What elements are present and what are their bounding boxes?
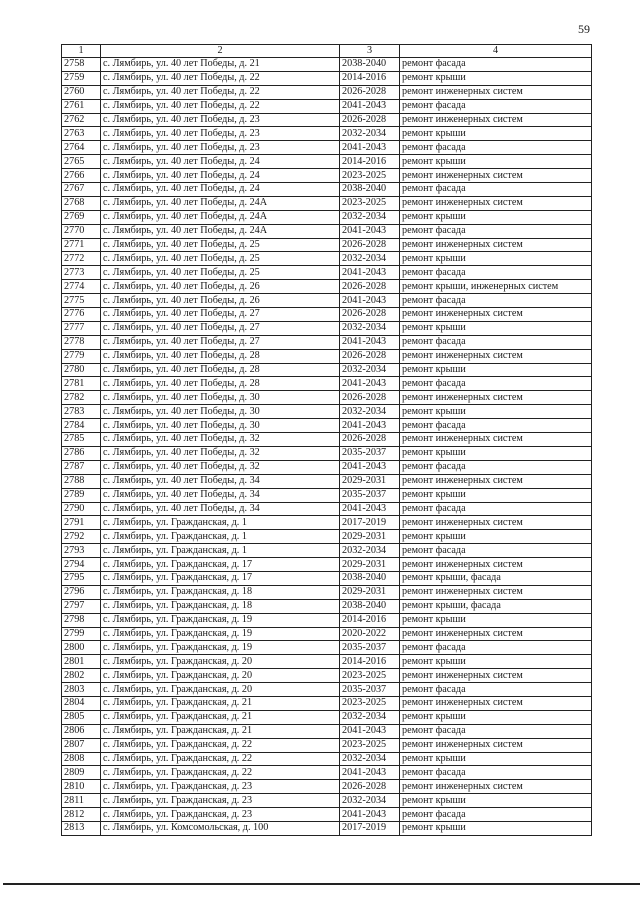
- column-header-2: 2: [101, 45, 340, 58]
- row-number: 2777: [62, 321, 101, 335]
- work-type-cell: ремонт крыши: [400, 794, 592, 808]
- work-type-cell: ремонт инженерных систем: [400, 238, 592, 252]
- address-cell: с. Лямбирь, ул. Гражданская, д. 1: [101, 530, 340, 544]
- address-cell: с. Лямбирь, ул. Комсомольская, д. 100: [101, 821, 340, 835]
- period-cell: 2032-2034: [340, 544, 400, 558]
- period-cell: 2023-2025: [340, 696, 400, 710]
- period-cell: 2041-2043: [340, 224, 400, 238]
- table-row: [62, 571, 592, 585]
- period-cell: 2041-2043: [340, 141, 400, 155]
- table-row: [62, 266, 592, 280]
- period-cell: 2014-2016: [340, 155, 400, 169]
- row-number: 2759: [62, 71, 101, 85]
- row-number: 2787: [62, 460, 101, 474]
- row-number: 2763: [62, 127, 101, 141]
- address-cell: с. Лямбирь, ул. 40 лет Победы, д. 27: [101, 321, 340, 335]
- work-type-cell: ремонт фасада: [400, 183, 592, 197]
- row-number: 2792: [62, 530, 101, 544]
- address-cell: с. Лямбирь, ул. Гражданская, д. 19: [101, 641, 340, 655]
- period-cell: 2035-2037: [340, 488, 400, 502]
- work-type-cell: ремонт инженерных систем: [400, 169, 592, 183]
- period-cell: 2041-2043: [340, 377, 400, 391]
- row-number: 2808: [62, 752, 101, 766]
- address-cell: с. Лямбирь, ул. Гражданская, д. 20: [101, 683, 340, 697]
- address-cell: с. Лямбирь, ул. 40 лет Победы, д. 34: [101, 474, 340, 488]
- row-number: 2813: [62, 821, 101, 835]
- work-type-cell: ремонт крыши: [400, 530, 592, 544]
- work-type-cell: ремонт крыши: [400, 127, 592, 141]
- row-number: 2811: [62, 794, 101, 808]
- row-number: 2762: [62, 113, 101, 127]
- row-number: 2802: [62, 669, 101, 683]
- table-row: [62, 558, 592, 572]
- period-cell: 2029-2031: [340, 558, 400, 572]
- period-cell: 2035-2037: [340, 446, 400, 460]
- address-cell: с. Лямбирь, ул. 40 лет Победы, д. 21: [101, 58, 340, 72]
- table-row: [62, 210, 592, 224]
- table-header-row: [62, 45, 592, 58]
- row-number: 2790: [62, 502, 101, 516]
- period-cell: 2023-2025: [340, 169, 400, 183]
- table-row: [62, 488, 592, 502]
- address-cell: с. Лямбирь, ул. 40 лет Победы, д. 23: [101, 127, 340, 141]
- address-cell: с. Лямбирь, ул. 40 лет Победы, д. 32: [101, 460, 340, 474]
- work-type-cell: ремонт инженерных систем: [400, 196, 592, 210]
- address-cell: с. Лямбирь, ул. 40 лет Победы, д. 27: [101, 335, 340, 349]
- table-row: [62, 405, 592, 419]
- address-cell: с. Лямбирь, ул. Гражданская, д. 22: [101, 738, 340, 752]
- bottom-rule: [3, 883, 640, 885]
- work-type-cell: ремонт крыши: [400, 252, 592, 266]
- work-type-cell: ремонт фасада: [400, 419, 592, 433]
- work-type-cell: ремонт инженерных систем: [400, 669, 592, 683]
- row-number: 2800: [62, 641, 101, 655]
- row-number: 2775: [62, 294, 101, 308]
- work-type-cell: ремонт фасада: [400, 502, 592, 516]
- address-cell: с. Лямбирь, ул. 40 лет Победы, д. 22: [101, 85, 340, 99]
- work-type-cell: ремонт крыши: [400, 821, 592, 835]
- period-cell: 2029-2031: [340, 474, 400, 488]
- row-number: 2780: [62, 363, 101, 377]
- period-cell: 2023-2025: [340, 196, 400, 210]
- period-cell: 2035-2037: [340, 641, 400, 655]
- page-number: 59: [578, 22, 590, 36]
- row-number: 2801: [62, 655, 101, 669]
- row-number: 2805: [62, 710, 101, 724]
- address-cell: с. Лямбирь, ул. 40 лет Победы, д. 28: [101, 349, 340, 363]
- table-row: [62, 335, 592, 349]
- work-type-cell: ремонт фасада: [400, 335, 592, 349]
- work-type-cell: ремонт крыши: [400, 488, 592, 502]
- period-cell: 2026-2028: [340, 113, 400, 127]
- address-cell: с. Лямбирь, ул. 40 лет Победы, д. 24: [101, 155, 340, 169]
- address-cell: с. Лямбирь, ул. 40 лет Победы, д. 30: [101, 405, 340, 419]
- table-row: [62, 641, 592, 655]
- capital-repair-table: [61, 44, 592, 836]
- row-number: 2765: [62, 155, 101, 169]
- period-cell: 2026-2028: [340, 238, 400, 252]
- table-row: [62, 377, 592, 391]
- period-cell: 2041-2043: [340, 460, 400, 474]
- table-row: [62, 794, 592, 808]
- row-number: 2809: [62, 766, 101, 780]
- row-number: 2771: [62, 238, 101, 252]
- period-cell: 2032-2034: [340, 210, 400, 224]
- period-cell: 2038-2040: [340, 183, 400, 197]
- table-row: [62, 71, 592, 85]
- table-row: [62, 655, 592, 669]
- period-cell: 2029-2031: [340, 585, 400, 599]
- row-number: 2806: [62, 724, 101, 738]
- work-type-cell: ремонт фасада: [400, 294, 592, 308]
- table-row: [62, 613, 592, 627]
- address-cell: с. Лямбирь, ул. Гражданская, д. 18: [101, 585, 340, 599]
- work-type-cell: ремонт инженерных систем: [400, 349, 592, 363]
- table-row: [62, 238, 592, 252]
- work-type-cell: ремонт инженерных систем: [400, 627, 592, 641]
- address-cell: с. Лямбирь, ул. 40 лет Победы, д. 25: [101, 252, 340, 266]
- table-row: [62, 183, 592, 197]
- address-cell: с. Лямбирь, ул. 40 лет Победы, д. 23: [101, 113, 340, 127]
- period-cell: 2041-2043: [340, 808, 400, 822]
- work-type-cell: ремонт крыши, фасада: [400, 571, 592, 585]
- address-cell: с. Лямбирь, ул. 40 лет Победы, д. 24: [101, 183, 340, 197]
- address-cell: с. Лямбирь, ул. Гражданская, д. 23: [101, 794, 340, 808]
- period-cell: 2038-2040: [340, 571, 400, 585]
- address-cell: с. Лямбирь, ул. Гражданская, д. 17: [101, 571, 340, 585]
- period-cell: 2023-2025: [340, 669, 400, 683]
- table-row: [62, 321, 592, 335]
- address-cell: с. Лямбирь, ул. 40 лет Победы, д. 32: [101, 446, 340, 460]
- period-cell: 2041-2043: [340, 419, 400, 433]
- row-number: 2772: [62, 252, 101, 266]
- row-number: 2774: [62, 280, 101, 294]
- period-cell: 2026-2028: [340, 349, 400, 363]
- row-number: 2783: [62, 405, 101, 419]
- work-type-cell: ремонт крыши: [400, 405, 592, 419]
- table-body: [62, 58, 592, 836]
- row-number: 2807: [62, 738, 101, 752]
- table-row: [62, 155, 592, 169]
- column-header-1: 1: [62, 45, 101, 58]
- table-row: [62, 294, 592, 308]
- table-row: [62, 196, 592, 210]
- row-number: 2760: [62, 85, 101, 99]
- period-cell: 2041-2043: [340, 335, 400, 349]
- table-row: [62, 127, 592, 141]
- table-row: [62, 627, 592, 641]
- table-row: [62, 280, 592, 294]
- table-row: [62, 349, 592, 363]
- table-row: [62, 724, 592, 738]
- period-cell: 2032-2034: [340, 321, 400, 335]
- address-cell: с. Лямбирь, ул. 40 лет Победы, д. 24: [101, 169, 340, 183]
- work-type-cell: ремонт инженерных систем: [400, 558, 592, 572]
- row-number: 2794: [62, 558, 101, 572]
- period-cell: 2017-2019: [340, 516, 400, 530]
- row-number: 2768: [62, 196, 101, 210]
- table-row: [62, 169, 592, 183]
- period-cell: 2032-2034: [340, 363, 400, 377]
- table-row: [62, 113, 592, 127]
- table-row: [62, 808, 592, 822]
- work-type-cell: ремонт инженерных систем: [400, 474, 592, 488]
- row-number: 2766: [62, 169, 101, 183]
- table-row: [62, 474, 592, 488]
- period-cell: 2026-2028: [340, 85, 400, 99]
- period-cell: 2038-2040: [340, 599, 400, 613]
- work-type-cell: ремонт фасада: [400, 544, 592, 558]
- table-row: [62, 516, 592, 530]
- address-cell: с. Лямбирь, ул. 40 лет Победы, д. 25: [101, 266, 340, 280]
- address-cell: с. Лямбирь, ул. Гражданская, д. 21: [101, 696, 340, 710]
- address-cell: с. Лямбирь, ул. 40 лет Победы, д. 30: [101, 391, 340, 405]
- work-type-cell: ремонт инженерных систем: [400, 516, 592, 530]
- address-cell: с. Лямбирь, ул. Гражданская, д. 1: [101, 516, 340, 530]
- address-cell: с. Лямбирь, ул. Гражданская, д. 18: [101, 599, 340, 613]
- work-type-cell: ремонт крыши: [400, 655, 592, 669]
- table-row: [62, 85, 592, 99]
- table-row: [62, 224, 592, 238]
- row-number: 2781: [62, 377, 101, 391]
- period-cell: 2032-2034: [340, 252, 400, 266]
- work-type-cell: ремонт крыши: [400, 363, 592, 377]
- table-row: [62, 585, 592, 599]
- period-cell: 2014-2016: [340, 613, 400, 627]
- address-cell: с. Лямбирь, ул. 40 лет Победы, д. 32: [101, 433, 340, 447]
- work-type-cell: ремонт крыши, инженерных систем: [400, 280, 592, 294]
- period-cell: 2023-2025: [340, 738, 400, 752]
- work-type-cell: ремонт инженерных систем: [400, 85, 592, 99]
- address-cell: с. Лямбирь, ул. Гражданская, д. 20: [101, 669, 340, 683]
- address-cell: с. Лямбирь, ул. Гражданская, д. 19: [101, 613, 340, 627]
- period-cell: 2041-2043: [340, 294, 400, 308]
- address-cell: с. Лямбирь, ул. Гражданская, д. 23: [101, 780, 340, 794]
- address-cell: с. Лямбирь, ул. Гражданская, д. 22: [101, 752, 340, 766]
- address-cell: с. Лямбирь, ул. 40 лет Победы, д. 28: [101, 377, 340, 391]
- work-type-cell: ремонт инженерных систем: [400, 696, 592, 710]
- work-type-cell: ремонт фасада: [400, 99, 592, 113]
- table-row: [62, 683, 592, 697]
- address-cell: с. Лямбирь, ул. 40 лет Победы, д. 26: [101, 280, 340, 294]
- address-cell: с. Лямбирь, ул. 40 лет Победы, д. 24А: [101, 196, 340, 210]
- period-cell: 2017-2019: [340, 821, 400, 835]
- address-cell: с. Лямбирь, ул. 40 лет Победы, д. 30: [101, 419, 340, 433]
- table-row: [62, 446, 592, 460]
- address-cell: с. Лямбирь, ул. 40 лет Победы, д. 27: [101, 308, 340, 322]
- table-row: [62, 141, 592, 155]
- row-number: 2782: [62, 391, 101, 405]
- address-cell: с. Лямбирь, ул. 40 лет Победы, д. 34: [101, 502, 340, 516]
- work-type-cell: ремонт фасада: [400, 266, 592, 280]
- work-type-cell: ремонт фасада: [400, 460, 592, 474]
- table-row: [62, 766, 592, 780]
- address-cell: с. Лямбирь, ул. 40 лет Победы, д. 22: [101, 99, 340, 113]
- address-cell: с. Лямбирь, ул. Гражданская, д. 20: [101, 655, 340, 669]
- work-type-cell: ремонт фасада: [400, 377, 592, 391]
- row-number: 2791: [62, 516, 101, 530]
- table-row: [62, 710, 592, 724]
- period-cell: 2014-2016: [340, 655, 400, 669]
- period-cell: 2032-2034: [340, 127, 400, 141]
- address-cell: с. Лямбирь, ул. Гражданская, д. 22: [101, 766, 340, 780]
- table-row: [62, 821, 592, 835]
- address-cell: с. Лямбирь, ул. 40 лет Победы, д. 34: [101, 488, 340, 502]
- address-cell: с. Лямбирь, ул. 40 лет Победы, д. 23: [101, 141, 340, 155]
- table-row: [62, 433, 592, 447]
- table-row: [62, 99, 592, 113]
- row-number: 2779: [62, 349, 101, 363]
- period-cell: 2041-2043: [340, 766, 400, 780]
- work-type-cell: ремонт инженерных систем: [400, 113, 592, 127]
- period-cell: 2026-2028: [340, 780, 400, 794]
- work-type-cell: ремонт инженерных систем: [400, 780, 592, 794]
- row-number: 2773: [62, 266, 101, 280]
- period-cell: 2026-2028: [340, 433, 400, 447]
- period-cell: 2035-2037: [340, 683, 400, 697]
- work-type-cell: ремонт фасада: [400, 141, 592, 155]
- table-row: [62, 530, 592, 544]
- address-cell: с. Лямбирь, ул. Гражданская, д. 21: [101, 724, 340, 738]
- table-row: [62, 502, 592, 516]
- work-type-cell: ремонт инженерных систем: [400, 585, 592, 599]
- work-type-cell: ремонт фасада: [400, 808, 592, 822]
- table-row: [62, 252, 592, 266]
- row-number: 2764: [62, 141, 101, 155]
- period-cell: 2026-2028: [340, 308, 400, 322]
- period-cell: 2041-2043: [340, 266, 400, 280]
- work-type-cell: ремонт крыши: [400, 752, 592, 766]
- row-number: 2769: [62, 210, 101, 224]
- row-number: 2796: [62, 585, 101, 599]
- table-row: [62, 669, 592, 683]
- period-cell: 2041-2043: [340, 724, 400, 738]
- row-number: 2797: [62, 599, 101, 613]
- period-cell: 2041-2043: [340, 99, 400, 113]
- table-row: [62, 58, 592, 72]
- row-number: 2784: [62, 419, 101, 433]
- row-number: 2793: [62, 544, 101, 558]
- period-cell: 2020-2022: [340, 627, 400, 641]
- row-number: 2776: [62, 308, 101, 322]
- address-cell: с. Лямбирь, ул. Гражданская, д. 21: [101, 710, 340, 724]
- work-type-cell: ремонт крыши: [400, 613, 592, 627]
- address-cell: с. Лямбирь, ул. 40 лет Победы, д. 26: [101, 294, 340, 308]
- work-type-cell: ремонт инженерных систем: [400, 738, 592, 752]
- work-type-cell: ремонт крыши: [400, 710, 592, 724]
- row-number: 2770: [62, 224, 101, 238]
- address-cell: с. Лямбирь, ул. 40 лет Победы, д. 22: [101, 71, 340, 85]
- period-cell: 2041-2043: [340, 502, 400, 516]
- period-cell: 2032-2034: [340, 710, 400, 724]
- table-row: [62, 780, 592, 794]
- row-number: 2778: [62, 335, 101, 349]
- table-row: [62, 363, 592, 377]
- work-type-cell: ремонт инженерных систем: [400, 308, 592, 322]
- column-header-3: 3: [340, 45, 400, 58]
- period-cell: 2032-2034: [340, 405, 400, 419]
- table-row: [62, 544, 592, 558]
- address-cell: с. Лямбирь, ул. Гражданская, д. 19: [101, 627, 340, 641]
- row-number: 2789: [62, 488, 101, 502]
- table-row: [62, 696, 592, 710]
- row-number: 2788: [62, 474, 101, 488]
- column-header-4: 4: [400, 45, 592, 58]
- row-number: 2767: [62, 183, 101, 197]
- address-cell: с. Лямбирь, ул. Гражданская, д. 1: [101, 544, 340, 558]
- address-cell: с. Лямбирь, ул. Гражданская, д. 23: [101, 808, 340, 822]
- work-type-cell: ремонт крыши, фасада: [400, 599, 592, 613]
- row-number: 2799: [62, 627, 101, 641]
- row-number: 2803: [62, 683, 101, 697]
- work-type-cell: ремонт крыши: [400, 446, 592, 460]
- row-number: 2804: [62, 696, 101, 710]
- table-row: [62, 599, 592, 613]
- address-cell: с. Лямбирь, ул. Гражданская, д. 17: [101, 558, 340, 572]
- work-type-cell: ремонт фасада: [400, 641, 592, 655]
- row-number: 2785: [62, 433, 101, 447]
- period-cell: 2038-2040: [340, 58, 400, 72]
- period-cell: 2032-2034: [340, 752, 400, 766]
- row-number: 2761: [62, 99, 101, 113]
- work-type-cell: ремонт фасада: [400, 58, 592, 72]
- period-cell: 2014-2016: [340, 71, 400, 85]
- row-number: 2810: [62, 780, 101, 794]
- table-row: [62, 308, 592, 322]
- table-row: [62, 419, 592, 433]
- work-type-cell: ремонт инженерных систем: [400, 391, 592, 405]
- work-type-cell: ремонт фасада: [400, 224, 592, 238]
- period-cell: 2026-2028: [340, 391, 400, 405]
- work-type-cell: ремонт крыши: [400, 71, 592, 85]
- work-type-cell: ремонт инженерных систем: [400, 433, 592, 447]
- work-type-cell: ремонт фасада: [400, 766, 592, 780]
- row-number: 2798: [62, 613, 101, 627]
- address-cell: с. Лямбирь, ул. 40 лет Победы, д. 24А: [101, 224, 340, 238]
- row-number: 2812: [62, 808, 101, 822]
- period-cell: 2029-2031: [340, 530, 400, 544]
- period-cell: 2032-2034: [340, 794, 400, 808]
- table-row: [62, 460, 592, 474]
- address-cell: с. Лямбирь, ул. 40 лет Победы, д. 24А: [101, 210, 340, 224]
- table-row: [62, 752, 592, 766]
- work-type-cell: ремонт фасада: [400, 683, 592, 697]
- work-type-cell: ремонт фасада: [400, 724, 592, 738]
- address-cell: с. Лямбирь, ул. 40 лет Победы, д. 28: [101, 363, 340, 377]
- period-cell: 2026-2028: [340, 280, 400, 294]
- address-cell: с. Лямбирь, ул. 40 лет Победы, д. 25: [101, 238, 340, 252]
- work-type-cell: ремонт крыши: [400, 210, 592, 224]
- work-type-cell: ремонт крыши: [400, 155, 592, 169]
- table-row: [62, 391, 592, 405]
- row-number: 2786: [62, 446, 101, 460]
- row-number: 2758: [62, 58, 101, 72]
- row-number: 2795: [62, 571, 101, 585]
- work-type-cell: ремонт крыши: [400, 321, 592, 335]
- table-row: [62, 738, 592, 752]
